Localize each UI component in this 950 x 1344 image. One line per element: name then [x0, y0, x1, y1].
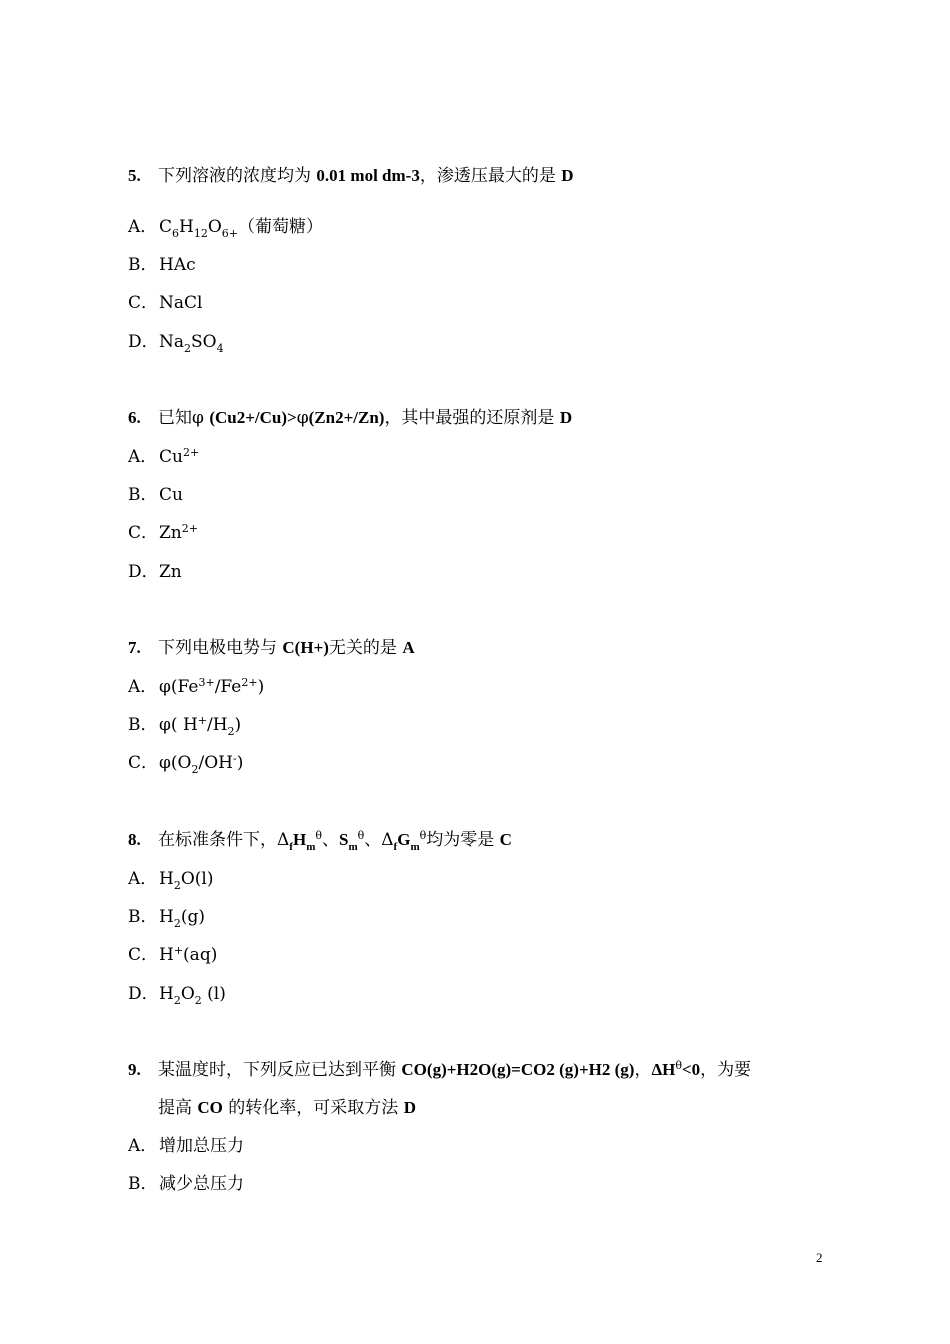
option-c: C．$Zn^{2+}$ — [128, 522, 198, 543]
question-6-stem: 6. 已知φ (Cu2+/Cu)>φ(Zn2+/Zn)，其中最强的还原剂是 D — [128, 408, 573, 428]
answer: C — [499, 830, 512, 849]
option-c: C．H+(aq) — [128, 944, 218, 965]
option-a: A． $C_6H_{12}O_{6+}$（葡萄糖） — [128, 217, 323, 240]
option-b: B．$H_2(g)$ — [128, 907, 205, 930]
option-a: A． $\varphi(Fe^{3+}/Fe^{2+})$ — [128, 676, 265, 697]
option-a: A． 增加总压力 — [128, 1136, 244, 1156]
option-b: B．HAc — [128, 255, 196, 275]
question-5-stem: 5. 下列溶液的浓度均为 0.01 mol dm-3，渗透压最大的是 D — [128, 166, 574, 186]
option-c: C．$\varphi(O_2/OH^-)$ — [128, 752, 244, 776]
option-b: B．φ( $H^+/H_2$) — [128, 714, 242, 738]
option-b: B．Cu — [128, 485, 183, 505]
page-number: 2 — [816, 1250, 823, 1265]
option-a: A． $Cu^{2+}$ — [128, 446, 200, 467]
answer: D — [561, 166, 574, 185]
question-9-stem-continued: 提高 CO 的转化率，可采取方法 D — [158, 1098, 416, 1118]
option-a: A． $H_2O(l)$ — [128, 869, 214, 892]
question-7-stem: 7. 下列电极电势与 C(H+)无关的是 A — [128, 638, 415, 658]
option-d: D．Zn — [128, 562, 182, 582]
answer: A — [402, 638, 415, 657]
option-c: C．NaCl — [128, 293, 203, 313]
answer: D — [403, 1098, 416, 1117]
option-d: D．$H_2O_2$ (l) — [128, 984, 226, 1007]
option-b: B．减少总压力 — [128, 1174, 244, 1194]
question-9-stem: 9. 某温度时，下列反应已达到平衡 CO(g)+H2O(g)=CO2 (g)+H2 (g)，$\Delta H^\theta<0$，为要 — [128, 1059, 752, 1080]
answer: D — [559, 408, 573, 427]
question-8-stem: 8. 在标准条件下，$\Delta_fH_m^\theta$、$S_m^\theta$、$\Delta_fG_m^\theta$均为零是 C — [128, 829, 512, 853]
option-d: D．$Na_2SO_4$ — [128, 332, 224, 355]
question-number: 5. — [128, 166, 141, 185]
